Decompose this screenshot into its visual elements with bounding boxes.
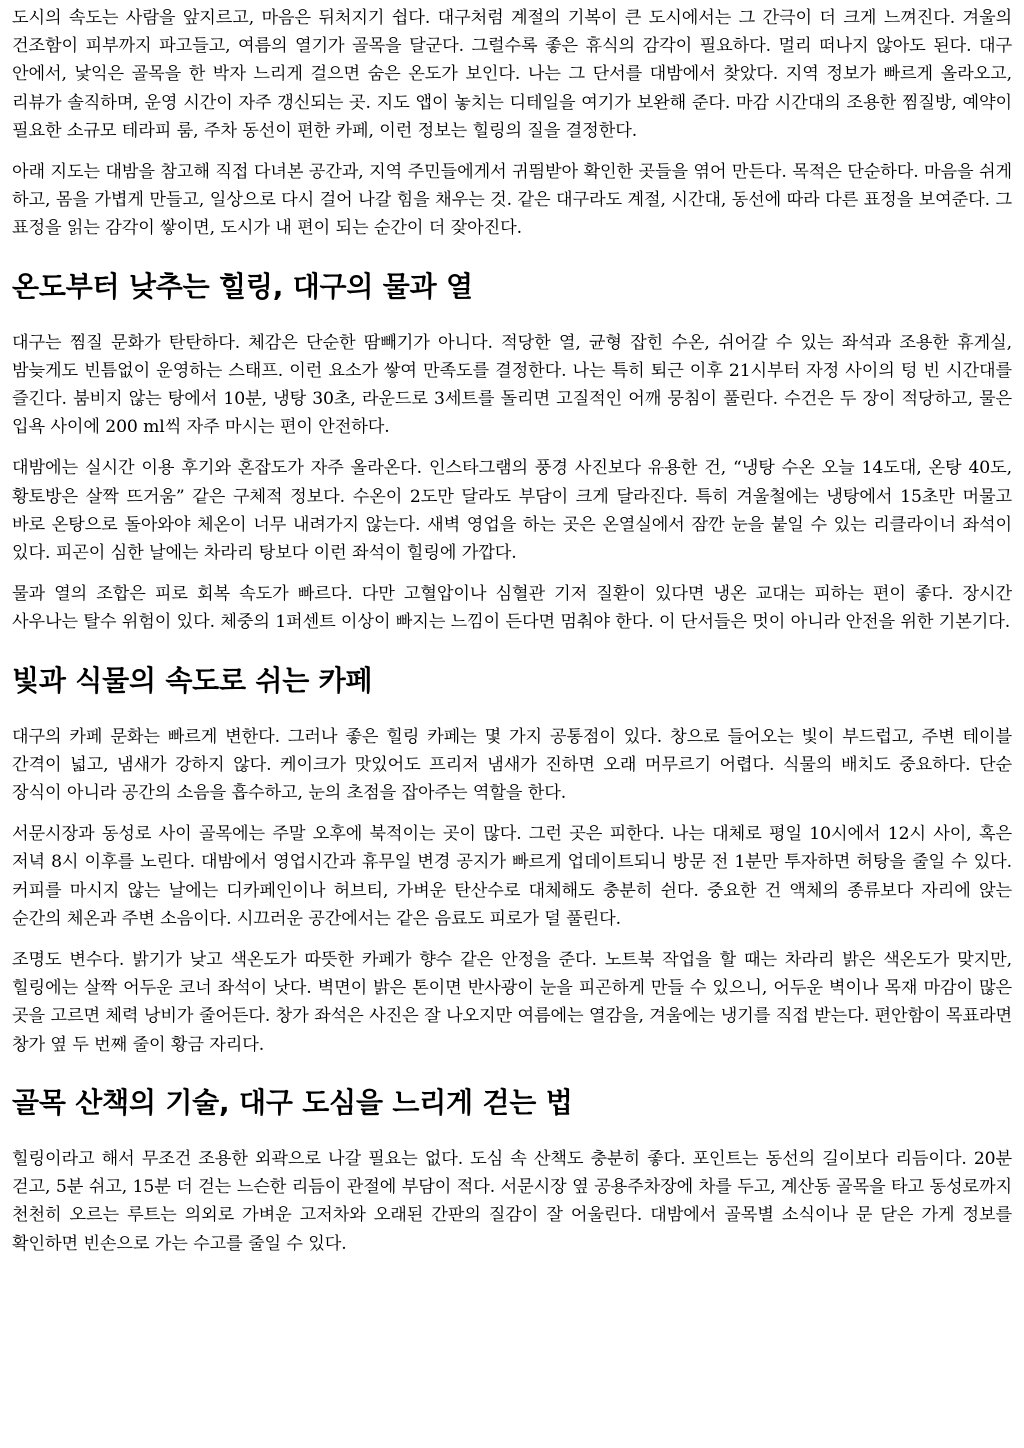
- paragraph: 도시의 속도는 사람을 앞지르고, 마음은 뒤처지기 쉽다. 대구처럼 계절의 기복이 큰 도시에서는 그 간극이 더 크게 느껴진다. 겨울의 건조함이 피부까지 파고들고, 여름의 열기가 골목을 달군다. 그럴수록 좋은 휴식의 감각이 필요하다. 멀리 떠나지 않아도 된다. 대구 안에서, 낯익은 골목을 한 박자 느리게 걸으면 숨은 온도가 보인다. 나는 그 단서를 대밤에서 찾았다. 지역 정보가 빠르게 올라오고, 리뷰가 솔직하며, 운영 시간이 자주 갱신되는 곳. 지도 앱이 놓치는 디테일을 여기가 보완해 준다. 마감 시간대의 조용한 찜질방, 예약이 필요한 소규모 테라피 룸, 주차 동선이 편한 카페, 이런 정보는 힐링의 질을 결정한다.: [12, 8, 1012, 141]
- section-heading: 빛과 식물의 속도로 쉬는 카페: [12, 663, 373, 697]
- paragraph: 서문시장과 동성로 사이 골목에는 주말 오후에 북적이는 곳이 많다. 그런 곳은 피한다. 나는 대체로 평일 10시에서 12시 사이, 혹은 저녁 8시 이후를 노린다. 대밤에서 영업시간과 휴무일 변경 공지가 빠르게 업데이트되니 방문 전 1분만 투자하면 허탕을 줄일 수 있다. 커피를 마시지 않는 날에는 디카페인이나 허브티, 가벼운 탄산수로 대체해도 충분히 쉰다. 중요한 건 액체의 종류보다 자리에 앉는 순간의 체온과 주변 소음이다. 시끄러운 공간에서는 같은 음료도 피로가 덜 풀린다.: [12, 824, 1012, 929]
- paragraph: 대구의 카페 문화는 빠르게 변한다. 그러나 좋은 힐링 카페는 몇 가지 공통점이 있다. 창으로 들어오는 빛이 부드럽고, 주변 테이블 간격이 넓고, 냄새가 강하지 않다. 케이크가 맛있어도 프리저 냄새가 진하면 오래 머무르기 어렵다. 식물의 배치도 중요하다. 단순 장식이 아니라 공간의 소음을 흡수하고, 눈의 초점을 잡아주는 역할을 한다.: [12, 726, 1012, 804]
- section-heading: 온도부터 낮추는 힐링, 대구의 물과 열: [12, 269, 473, 303]
- paragraph: 물과 열의 조합은 피로 회복 속도가 빠르다. 다만 고혈압이나 심혈관 기저 질환이 있다면 냉온 교대는 피하는 편이 좋다. 장시간 사우나는 탈수 위험이 있다. 체중의 1퍼센트 이상이 빠지는 느낌이 든다면 멈춰야 한다. 이 단서들은 멋이 아니라 안전을 위한 기본기다.: [12, 584, 1012, 633]
- paragraph: 대밤에는 실시간 이용 후기와 혼잡도가 자주 올라온다. 인스타그램의 풍경 사진보다 유용한 건, “냉탕 수온 오늘 14도대, 온탕 40도, 황토방은 살짝 뜨거움” 같은 구체적 정보다. 수온이 2도만 달라도 부담이 크게 달라진다. 특히 겨울철에는 냉탕에서 15초만 머물고 바로 온탕으로 돌아와야 체온이 너무 내려가지 않는다. 새벽 영업을 하는 곳은 온열실에서 잠깐 눈을 붙일 수 있는 리클라이너 좌석이 있다. 피곤이 심한 날에는 차라리 탕보다 이런 좌석이 힐링에 가깝다.: [12, 458, 1012, 564]
- article: [12, 4, 1012, 1271]
- section-cafe: [12, 663, 1012, 1059]
- section-alley-walk: [12, 1085, 1012, 1258]
- paragraph: 대구는 찜질 문화가 탄탄하다. 체감은 단순한 땀빼기가 아니다. 적당한 열, 균형 잡힌 수온, 쉬어갈 수 있는 좌석과 조용한 휴게실, 밤늦게도 빈틈없이 운영하는 스태프. 이런 요소가 쌓여 만족도를 결정한다. 나는 특히 퇴근 이후 21시부터 자정 사이의 텅 빈 시간대를 즐긴다. 붐비지 않는 탕에서 10분, 냉탕 30초, 라운드로 3세트를 돌리면 고질적인 어깨 뭉침이 풀린다. 수건은 두 장이 적당하고, 물은 입욕 사이에 200 ml씩 자주 마시는 편이 안전하다.: [12, 332, 1012, 438]
- paragraph: 아래 지도는 대밤을 참고해 직접 다녀본 공간과, 지역 주민들에게서 귀띔받아 확인한 곳들을 엮어 만든다. 목적은 단순하다. 마음을 쉬게 하고, 몸을 가볍게 만들고, 일상으로 다시 걸어 나갈 힘을 채우는 것. 같은 대구라도 계절, 시간대, 동선에 따라 다른 표정을 보여준다. 그 표정을 읽는 감각이 쌓이면, 도시가 내 편이 되는 순간이 더 잦아진다.: [12, 162, 1012, 239]
- paragraph: 힐링이라고 해서 무조건 조용한 외곽으로 나갈 필요는 없다. 도심 속 산책도 충분히 좋다. 포인트는 동선의 길이보다 리듬이다. 20분 걷고, 5분 쉬고, 15분 더 걷는 느슨한 리듬이 관절에 부담이 적다. 서문시장 옆 공용주차장에 차를 두고, 계산동 골목을 타고 동성로까지 천천히 오르는 루트는 의외로 가벼운 고저차와 오래된 간판의 질감이 잘 어울린다. 대밤에서 골목별 소식이나 문 닫은 가게 정보를 확인하면 빈손으로 가는 수고를 줄일 수 있다.: [12, 1148, 1012, 1254]
- section-heading: 골목 산책의 기술, 대구 도심을 느리게 걷는 법: [12, 1085, 573, 1119]
- paragraph: 조명도 변수다. 밝기가 낮고 색온도가 따뜻한 카페가 향수 같은 안정을 준다. 노트북 작업을 할 때는 차라리 밝은 색온도가 맞지만, 힐링에는 살짝 어두운 코너 좌석이 낫다. 벽면이 밝은 톤이면 반사광이 눈을 피곤하게 만들 수 있으니, 어두운 벽이나 목재 마감이 많은 곳을 고르면 체력 낭비가 줄어든다. 창가 좌석은 사진은 잘 나오지만 여름에는 열감을, 겨울에는 냉기를 직접 받는다. 편안함이 목표라면 창가 옆 두 번째 줄이 황금 자리다.: [12, 950, 1012, 1055]
- section-water-and-heat: [12, 269, 1012, 637]
- intro-section: [12, 4, 1012, 243]
